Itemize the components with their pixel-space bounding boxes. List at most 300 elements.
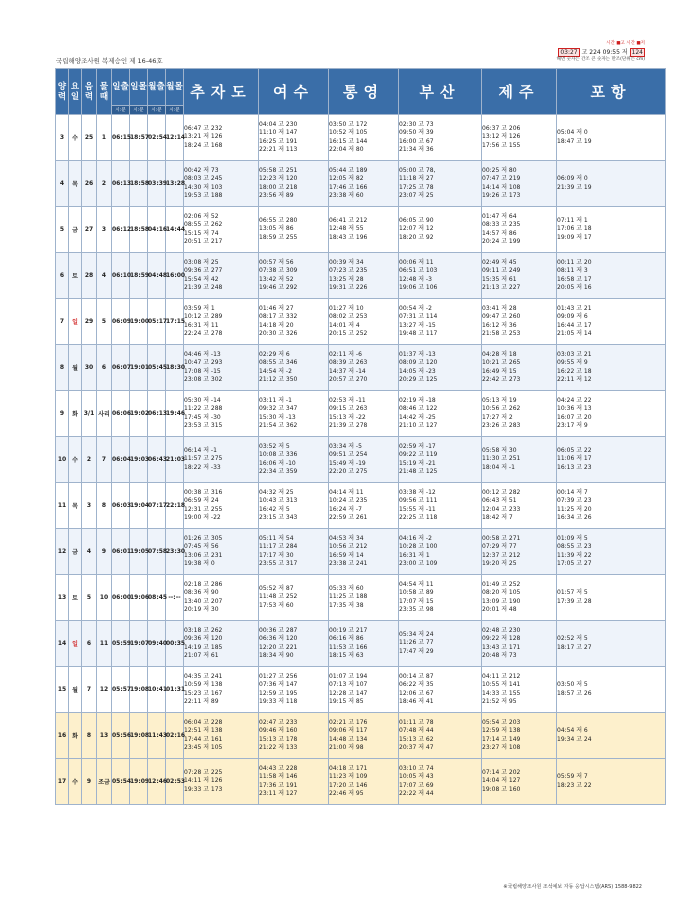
tide-cell-pohang — [557, 667, 666, 713]
tide-entry: 18:24 고 168 — [184, 141, 223, 149]
tide-entry: 15:13 저 -22 — [329, 413, 366, 421]
tide-entry: 21:39 고 278 — [329, 421, 368, 429]
tide-cell-busan — [399, 437, 482, 483]
tide-entry: 18:47 고 19 — [557, 137, 592, 145]
weekday-cell: 월 — [69, 345, 82, 391]
tide-entry: 00:36 고 287 — [259, 626, 298, 634]
moonset-cell: 02:16 — [166, 713, 184, 759]
tide-entry: 21:34 저 36 — [399, 145, 434, 153]
tide-entry: 11:57 고 275 — [184, 455, 223, 463]
tide-entry: 00:39 저 34 — [329, 258, 364, 266]
tide-cell-jeju — [482, 713, 557, 759]
tide-entry: 14:04 저 127 — [482, 777, 521, 785]
tide-entry: 15:13 고 62 — [399, 735, 434, 743]
tide-entry: 15:23 고 167 — [184, 689, 223, 697]
tide-phase-cell: 8 — [97, 483, 112, 529]
tide-entry: 09:11 고 249 — [482, 267, 521, 275]
tide-entry: 12:05 저 82 — [329, 175, 364, 183]
tide-entry: 01:49 고 252 — [482, 580, 521, 588]
table-row — [56, 759, 666, 805]
tide-cell-yeosu — [259, 529, 329, 575]
tide-cell-jeju — [482, 207, 557, 253]
tide-entry: 04:35 고 241 — [184, 672, 223, 680]
lunar-cell: 4 — [82, 529, 97, 575]
moonrise-cell: 05:45 — [148, 345, 166, 391]
tide-entry: 10:05 저 43 — [399, 773, 434, 781]
tide-entry: 15:19 저 -21 — [399, 459, 436, 467]
station-jeju: 제주 — [482, 69, 557, 115]
moonrise-cell: 04:16 — [148, 207, 166, 253]
tide-cell-tongyeong — [329, 759, 399, 805]
tide-cell-pohang — [557, 621, 666, 667]
tide-cell-chujado — [184, 483, 259, 529]
moonset-cell: 22:18 — [166, 483, 184, 529]
tide-entry: 08:09 고 120 — [399, 359, 438, 367]
tide-entry: 09:22 저 128 — [482, 635, 521, 643]
tide-entry: 20:29 고 125 — [399, 375, 438, 383]
tide-entry: 11:30 고 251 — [482, 455, 521, 463]
tide-entry: 02:47 고 233 — [259, 718, 298, 726]
tide-entry: 12:51 저 138 — [184, 727, 223, 735]
tide-cell-tongyeong — [329, 483, 399, 529]
tide-entry: 01:27 저 10 — [329, 304, 364, 312]
tide-entry: 23:38 저 60 — [329, 191, 364, 199]
tide-entry: 07:36 저 147 — [259, 681, 298, 689]
tide-entry: 10:08 고 336 — [259, 451, 298, 459]
tide-phase-cell: 1 — [97, 115, 112, 161]
moonrise-cell: 03:39 — [148, 161, 166, 207]
tide-entry: 22:21 저 113 — [259, 145, 298, 153]
tide-entry: 17:20 고 146 — [329, 781, 368, 789]
tide-phase-cell: 3 — [97, 207, 112, 253]
legend-low: 09:55 저 — [602, 49, 628, 56]
lunar-cell: 6 — [82, 621, 97, 667]
tide-entry: 00:38 고 316 — [184, 488, 223, 496]
tide-entry: 11:06 저 17 — [557, 455, 592, 463]
tide-entry: 21:22 저 133 — [259, 743, 298, 751]
tide-entry: 04:54 저 11 — [399, 580, 434, 588]
tide-entry: 10:24 고 235 — [329, 497, 368, 505]
tide-cell-chujado — [184, 207, 259, 253]
sunset-cell: 19:03 — [130, 437, 148, 483]
tide-entry: 09:51 고 254 — [329, 451, 368, 459]
tide-cell-yeosu — [259, 253, 329, 299]
tide-entry: 05:58 저 30 — [482, 446, 517, 454]
date-cell: 3 — [56, 115, 69, 161]
tide-entry: 06:14 저 -1 — [184, 446, 217, 454]
tide-cell-busan — [399, 299, 482, 345]
moonrise-cell: 07:58 — [148, 529, 166, 575]
tide-entry: 03:59 저 1 — [184, 304, 215, 312]
sunrise-cell: 06:04 — [112, 437, 130, 483]
tide-entry: 03:41 저 28 — [482, 304, 517, 312]
tide-entry: 17:56 고 155 — [482, 141, 521, 149]
station-pohang: 포항 — [557, 69, 666, 115]
tide-entry: 05:52 저 87 — [259, 584, 294, 592]
date-cell: 12 — [56, 529, 69, 575]
tide-cell-yeosu — [259, 345, 329, 391]
tide-entry: 22:59 고 261 — [329, 513, 368, 521]
sunrise-cell: 06:15 — [112, 115, 130, 161]
tide-entry: 07:45 저 56 — [184, 543, 219, 551]
tide-entry: 04:04 고 230 — [259, 120, 298, 128]
tide-cell-tongyeong — [329, 437, 399, 483]
lunar-cell: 3/1 — [82, 391, 97, 437]
tide-cell-yeosu — [259, 161, 329, 207]
tide-entry: 22:25 고 118 — [399, 513, 438, 521]
tide-entry: 07:11 저 1 — [557, 216, 588, 224]
tide-entry: 13:43 고 171 — [482, 643, 521, 651]
tide-entry: 20:30 고 326 — [259, 329, 298, 337]
tide-entry: 22:22 저 44 — [399, 789, 434, 797]
tide-entry: 09:22 고 119 — [399, 451, 438, 459]
legend — [465, 40, 645, 66]
tide-entry: 23:56 저 89 — [259, 191, 294, 199]
tide-cell-busan — [399, 345, 482, 391]
tide-entry: 20:15 고 252 — [329, 329, 368, 337]
tide-cell-chujado — [184, 529, 259, 575]
tide-entry: 08:02 고 253 — [329, 313, 368, 321]
col-moonset: 월몰 — [166, 69, 184, 106]
tide-entry: 05:30 저 -14 — [184, 396, 221, 404]
moonset-cell: 13:28 — [166, 161, 184, 207]
tide-cell-busan — [399, 483, 482, 529]
sunrise-cell: 06:06 — [112, 391, 130, 437]
tide-entry: 16:12 저 36 — [482, 321, 517, 329]
tide-entry: 09:32 고 347 — [259, 405, 298, 413]
moonrise-cell: 12:46 — [148, 759, 166, 805]
tide-entry: 05:11 저 54 — [259, 534, 294, 542]
tide-entry: 10:52 저 105 — [329, 129, 368, 137]
tide-entry: 16:13 고 23 — [557, 463, 592, 471]
tide-cell-busan — [399, 621, 482, 667]
tide-entry: 01:11 고 78 — [399, 718, 434, 726]
tide-entry: 07:31 고 114 — [399, 313, 438, 321]
tide-entry: 12:28 고 147 — [329, 689, 368, 697]
date-cell: 15 — [56, 667, 69, 713]
sunset-cell: 19:08 — [130, 667, 148, 713]
tide-entry: 07:38 고 309 — [259, 267, 298, 275]
tide-entry: 12:07 저 12 — [399, 225, 434, 233]
tide-cell-busan — [399, 253, 482, 299]
tide-phase-cell: 10 — [97, 575, 112, 621]
sunrise-cell: 06:12 — [112, 207, 130, 253]
lunar-cell: 27 — [82, 207, 97, 253]
weekday-cell: 일 — [69, 621, 82, 667]
tide-entry: 16:49 저 15 — [482, 367, 517, 375]
tide-cell-yeosu — [259, 759, 329, 805]
tide-entry: 16:00 고 67 — [399, 137, 434, 145]
tide-entry: 22:11 저 89 — [184, 697, 219, 705]
tide-entry: 09:06 저 117 — [329, 727, 368, 735]
tide-entry: 11:25 고 188 — [329, 593, 368, 601]
tide-entry: 10:47 고 293 — [184, 359, 223, 367]
tide-entry: 06:51 고 103 — [399, 267, 438, 275]
lunar-cell: 26 — [82, 161, 97, 207]
tide-entry: 12:23 저 120 — [259, 175, 298, 183]
tide-entry: 17:44 고 161 — [184, 735, 223, 743]
tide-phase-cell: 11 — [97, 621, 112, 667]
tide-cell-jeju — [482, 575, 557, 621]
date-cell: 6 — [56, 253, 69, 299]
moonset-cell: 02:53 — [166, 759, 184, 805]
tide-cell-pohang — [557, 713, 666, 759]
tide-entry: 13:21 저 126 — [184, 133, 223, 141]
sunrise-cell: 05:54 — [112, 759, 130, 805]
tide-entry: 14:11 저 126 — [184, 777, 223, 785]
tide-entry: 02:18 고 286 — [184, 580, 223, 588]
tide-entry: 15:55 저 -11 — [399, 505, 436, 513]
table-row — [56, 253, 666, 299]
tide-entry: 17:07 고 69 — [399, 781, 434, 789]
tide-entry: 16:15 고 144 — [329, 137, 368, 145]
tide-entry: 01:07 고 194 — [329, 672, 368, 680]
tide-entry: 11:39 저 22 — [557, 551, 592, 559]
tide-entry: 16:31 저 1 — [399, 551, 430, 559]
sub-sunset: 시:분 — [130, 105, 148, 114]
tide-entry: 03:10 고 74 — [399, 764, 434, 772]
lunar-cell: 3 — [82, 483, 97, 529]
legend-time-box: 03:27 — [560, 49, 578, 56]
tide-entry: 06:41 고 212 — [329, 216, 368, 224]
moonset-cell: 12:14 — [166, 115, 184, 161]
tide-cell-jeju — [482, 621, 557, 667]
tide-entry: 16:34 고 26 — [557, 513, 592, 521]
lunar-cell: 8 — [82, 713, 97, 759]
tide-entry: 04:46 저 -13 — [184, 350, 221, 358]
tide-entry: 16:44 고 17 — [557, 321, 592, 329]
tide-entry: 00:11 고 20 — [557, 258, 592, 266]
tide-entry: 21:54 고 362 — [259, 421, 298, 429]
tide-entry: 23:00 고 109 — [399, 559, 438, 567]
station-chujado: 추자도 — [184, 69, 259, 115]
tide-cell-yeosu — [259, 391, 329, 437]
table-row — [56, 667, 666, 713]
tide-entry: 18:42 저 7 — [482, 513, 513, 521]
tide-entry: 21:39 고 19 — [557, 183, 592, 191]
tide-entry: 19:20 저 25 — [482, 559, 517, 567]
date-cell: 16 — [56, 713, 69, 759]
tide-entry: 00:14 고 87 — [399, 672, 434, 680]
sunrise-cell: 06:13 — [112, 161, 130, 207]
tide-entry: 20:57 고 270 — [329, 375, 368, 383]
tide-entry: 14:48 고 134 — [329, 735, 368, 743]
tide-entry: 19:09 저 17 — [557, 233, 592, 241]
tide-entry: 23:15 고 343 — [259, 513, 298, 521]
tide-entry: 02:21 고 176 — [329, 718, 368, 726]
tide-cell-pohang — [557, 759, 666, 805]
tide-entry: 10:56 고 262 — [482, 405, 521, 413]
tide-cell-busan — [399, 115, 482, 161]
tide-cell-pohang — [557, 529, 666, 575]
moonrise-cell: 10:41 — [148, 667, 166, 713]
weekday-cell: 토 — [69, 253, 82, 299]
tide-entry: 19:08 고 160 — [482, 785, 521, 793]
tide-entry: 21:52 저 95 — [482, 697, 517, 705]
weekday-cell: 수 — [69, 759, 82, 805]
tide-entry: 04:16 저 -2 — [399, 534, 432, 542]
tide-entry: 17:25 고 78 — [399, 183, 434, 191]
table-row — [56, 161, 666, 207]
tide-entry: 00:54 저 -2 — [399, 304, 432, 312]
tide-entry: 08:55 고 346 — [259, 359, 298, 367]
tide-entry: 21:07 저 61 — [184, 651, 219, 659]
tide-entry: 20:19 저 30 — [184, 605, 219, 613]
tide-entry: 00:19 고 217 — [329, 626, 368, 634]
tide-entry: 18:17 고 27 — [557, 643, 592, 651]
tide-entry: 17:08 저 -15 — [184, 367, 221, 375]
tide-entry: 03:03 고 21 — [557, 350, 592, 358]
tide-entry: 18:59 고 255 — [259, 233, 298, 241]
tide-entry: 07:48 저 44 — [399, 727, 434, 735]
tide-entry: 01:47 저 64 — [482, 212, 517, 220]
moonset-cell: 14:44 — [166, 207, 184, 253]
moonset-cell: 21:03 — [166, 437, 184, 483]
approval-note: 국립해양조사원 복제승인 제 16-46호 — [56, 57, 163, 65]
tide-entry: 05:59 저 7 — [557, 773, 588, 781]
tide-entry: 17:07 저 15 — [399, 597, 434, 605]
tide-cell-yeosu — [259, 437, 329, 483]
tide-entry: 04:18 고 171 — [329, 764, 368, 772]
tide-cell-tongyeong — [329, 713, 399, 759]
date-cell: 9 — [56, 391, 69, 437]
tide-entry: 01:37 저 -13 — [399, 350, 436, 358]
moonrise-cell: 02:54 — [148, 115, 166, 161]
tide-entry: 08:11 저 3 — [557, 267, 588, 275]
tide-entry: 21:10 고 127 — [399, 421, 438, 429]
tide-entry: 11:25 저 20 — [557, 505, 592, 513]
station-yeosu: 여수 — [259, 69, 329, 115]
tide-cell-busan — [399, 713, 482, 759]
tide-cell-tongyeong — [329, 161, 399, 207]
tide-entry: 17:53 저 60 — [259, 601, 294, 609]
tide-entry: 06:09 저 0 — [557, 175, 588, 183]
tide-phase-cell: 7 — [97, 437, 112, 483]
tide-entry: 14:42 저 -25 — [399, 413, 436, 421]
tide-entry: 14:37 저 -14 — [329, 367, 366, 375]
sunrise-cell: 05:59 — [112, 621, 130, 667]
tide-entry: 10:36 저 13 — [557, 405, 592, 413]
tide-cell-yeosu — [259, 713, 329, 759]
tide-cell-yeosu — [259, 621, 329, 667]
tide-entry: 02:52 저 5 — [557, 635, 588, 643]
tide-entry: 10:21 고 265 — [482, 359, 521, 367]
tide-entry: 19:31 고 226 — [329, 283, 368, 291]
date-cell: 17 — [56, 759, 69, 805]
moonrise-cell: 05:17 — [148, 299, 166, 345]
moonset-cell: 00:35 — [166, 621, 184, 667]
tide-entry: 23:55 고 317 — [259, 559, 298, 567]
tide-entry: 23:27 저 108 — [482, 743, 521, 751]
tide-entry: 06:55 고 280 — [259, 216, 298, 224]
moonset-cell: 01:31 — [166, 667, 184, 713]
tide-entry: 13:25 저 28 — [329, 275, 364, 283]
sub-sunrise: 시:분 — [112, 105, 130, 114]
tide-entry: 15:35 저 61 — [482, 275, 517, 283]
sunrise-cell: 06:01 — [112, 529, 130, 575]
tide-phase-cell: 13 — [97, 713, 112, 759]
tide-entry: 21:00 저 98 — [329, 743, 364, 751]
tide-entry: 14:14 저 108 — [482, 183, 521, 191]
tide-cell-yeosu — [259, 207, 329, 253]
tide-entry: 09:15 고 263 — [329, 405, 368, 413]
tide-entry: 18:34 저 90 — [259, 651, 294, 659]
moonset-cell: 17:15 — [166, 299, 184, 345]
tide-entry: 12:04 고 233 — [482, 505, 521, 513]
tide-entry: 11:10 저 147 — [259, 129, 298, 137]
tide-entry: 15:30 저 -13 — [259, 413, 296, 421]
weekday-cell: 화 — [69, 713, 82, 759]
tide-entry: 15:15 저 74 — [184, 229, 219, 237]
tide-entry: 18:22 저 -33 — [184, 463, 221, 471]
col-lunar: 음력 — [82, 69, 97, 115]
tide-entry: 16:22 고 18 — [557, 367, 592, 375]
tide-entry: 20:01 저 48 — [482, 605, 517, 613]
tide-entry: 19:53 고 188 — [184, 191, 223, 199]
tide-entry: 02:53 저 -11 — [329, 396, 366, 404]
tide-entry: 21:13 고 227 — [482, 283, 521, 291]
tide-entry: 07:47 고 219 — [482, 175, 521, 183]
sunset-cell: 18:59 — [130, 253, 148, 299]
tide-cell-jeju — [482, 483, 557, 529]
tide-cell-busan — [399, 529, 482, 575]
tide-entry: 11:53 고 166 — [329, 643, 368, 651]
tide-entry: 01:43 고 21 — [557, 304, 592, 312]
tide-entry: 02:59 저 -17 — [399, 442, 436, 450]
date-cell: 7 — [56, 299, 69, 345]
tide-cell-tongyeong — [329, 253, 399, 299]
tide-entry: 08:17 고 332 — [259, 313, 298, 321]
sunrise-cell: 06:07 — [112, 345, 130, 391]
tide-cell-tongyeong — [329, 299, 399, 345]
tide-entry: 17:17 저 30 — [259, 551, 294, 559]
tide-phase-cell: 사리 — [97, 391, 112, 437]
tide-entry: 02:06 저 52 — [184, 212, 219, 220]
tide-entry: 11:58 저 146 — [259, 773, 298, 781]
tide-entry: 22:34 고 359 — [259, 467, 298, 475]
tide-table — [55, 68, 666, 805]
tide-cell-tongyeong — [329, 345, 399, 391]
moonrise-cell: 11:43 — [148, 713, 166, 759]
sunrise-cell: 06:00 — [112, 575, 130, 621]
tide-entry: 04:14 저 11 — [329, 488, 364, 496]
tide-cell-chujado — [184, 115, 259, 161]
tide-cell-chujado — [184, 253, 259, 299]
tide-entry: 12:20 고 221 — [259, 643, 298, 651]
tide-cell-pohang — [557, 299, 666, 345]
col-weekday: 요일 — [69, 69, 82, 115]
tide-entry: 18:00 고 218 — [259, 183, 298, 191]
tide-phase-cell: 5 — [97, 299, 112, 345]
tide-entry: 17:47 저 29 — [399, 647, 434, 655]
tide-entry: 13:27 저 -15 — [399, 321, 436, 329]
tide-entry: 03:08 저 25 — [184, 258, 219, 266]
weekday-cell: 목 — [69, 161, 82, 207]
tide-cell-jeju — [482, 391, 557, 437]
tide-entry: 06:37 고 206 — [482, 124, 521, 132]
table-row — [56, 207, 666, 253]
tide-entry: 22:04 저 80 — [329, 145, 364, 153]
tide-entry: 19:06 고 106 — [399, 283, 438, 291]
date-cell: 11 — [56, 483, 69, 529]
lunar-cell: 25 — [82, 115, 97, 161]
date-cell: 13 — [56, 575, 69, 621]
tide-entry: 09:46 저 160 — [259, 727, 298, 735]
sunset-cell: 19:05 — [130, 529, 148, 575]
tide-cell-tongyeong — [329, 621, 399, 667]
tide-entry: 18:20 고 92 — [399, 233, 434, 241]
tide-entry: 11:17 고 284 — [259, 543, 298, 551]
